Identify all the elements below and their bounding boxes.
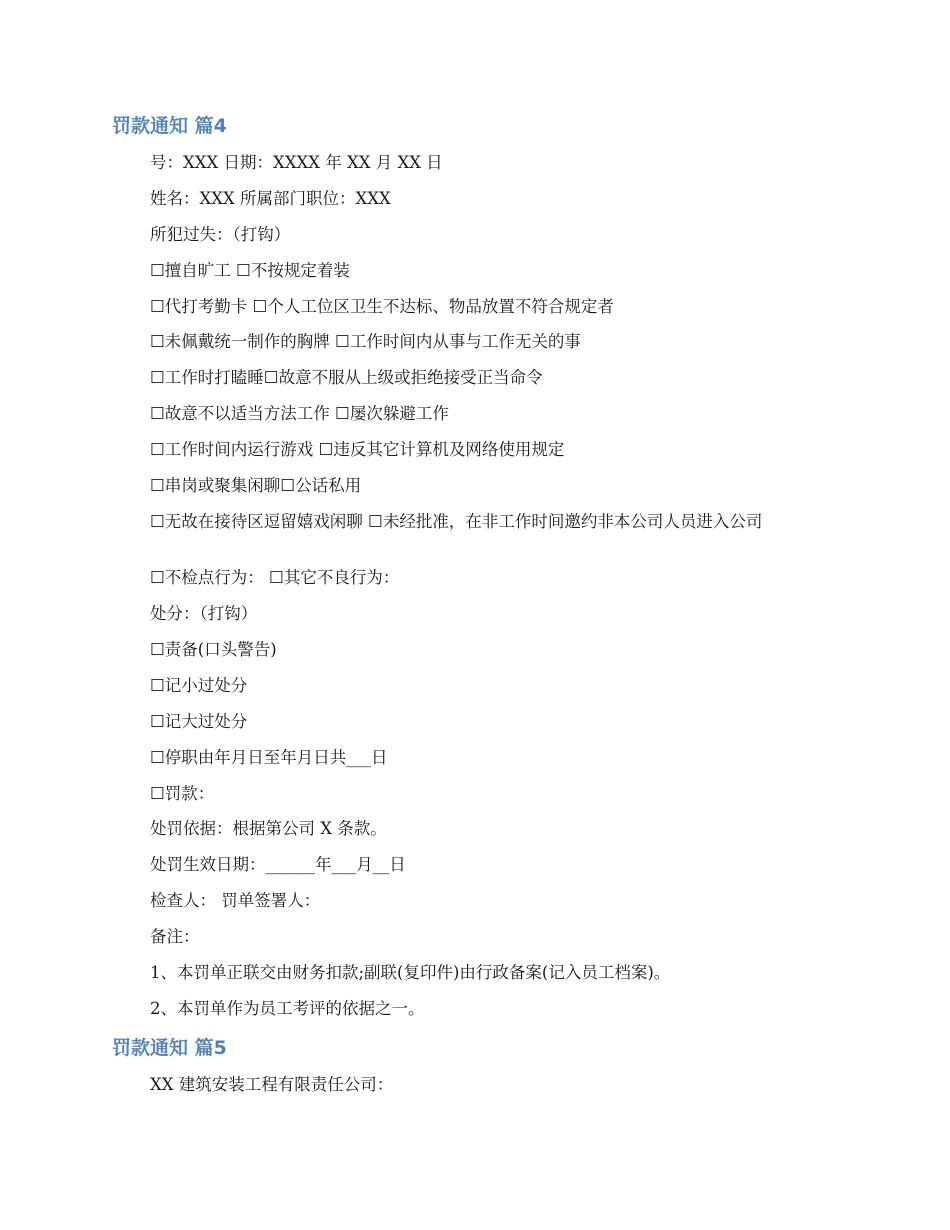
name-department: 姓名：XXX 所属部门职位：XXX [150,189,391,208]
inspector-signer: 检查人： 罚单签署人： [150,891,321,910]
offense-item: ☐代打考勤卡 ☐个人工位区卫生不达标、物品放置不符合规定者 [150,297,614,316]
offense-item: ☐未佩戴统一制作的胸牌 ☐工作时间内从事与工作无关的事 [150,332,581,351]
offense-item: ☐故意不以适当方法工作 ☐屡次躲避工作 [150,404,449,423]
offense-item: ☐工作时间内运行游戏 ☐违反其它计算机及网络使用规定 [150,440,565,459]
remark-item: 1、本罚单正联交由财务扣款;副联(复印件)由行政备案(记入员工档案)。 [150,963,671,982]
section-4-heading: 罚款通知 篇4 [112,115,227,137]
penalty-item: ☐记小过处分 [150,676,248,695]
penalty-label: 处分：（打钩） [150,604,258,623]
offense-item: ☐工作时打瞌睡☐故意不服从上级或拒绝接受正当命令 [150,368,543,387]
remark-item: 2、本罚单作为员工考评的依据之一。 [150,999,425,1018]
penalty-item: ☐罚款： [150,784,215,803]
offense-item-wrapped: ☐无故在接待区逗留嬉戏闲聊 ☐未经批准，在非工作时间邀约非本公司人员进入公司 [150,512,763,531]
section-5-heading: 罚款通知 篇5 [112,1037,227,1059]
penalty-item: ☐记大过处分 [150,712,248,731]
penalty-basis: 处罚依据：根据第公司 X 条款。 [150,819,387,838]
notice-number-date: 号：XXX 日期：XXXX 年 XX 月 XX 日 [150,153,443,172]
offense-item: ☐不检点行为： ☐其它不良行为： [150,568,400,587]
remarks-label: 备注： [150,927,200,946]
penalty-item: ☐停职由年月日至年月日共___日 [150,748,388,767]
offense-item: ☐串岗或聚集闲聊☐公话私用 [150,476,362,495]
offense-label: 所犯过失：（打钩） [150,225,291,244]
company-addressee: XX 建筑安装工程有限责任公司： [150,1075,394,1094]
effective-date: 处罚生效日期：______年___月__日 [150,855,406,874]
penalty-item: ☐责备(口头警告) [150,640,277,659]
offense-item: ☐擅自旷工 ☐不按规定着装 [150,261,350,280]
